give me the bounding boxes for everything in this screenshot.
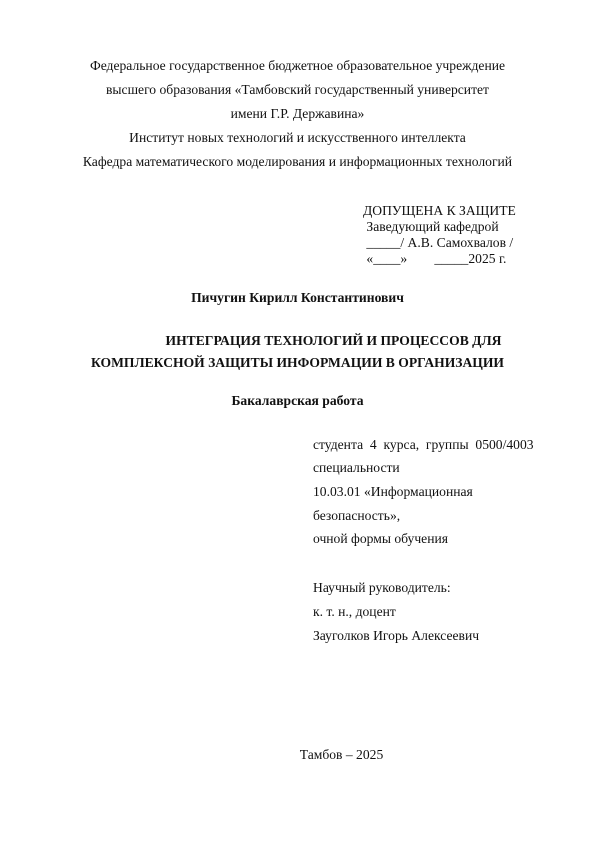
header-line-named: имени Г.Р. Державина»	[230, 106, 365, 121]
author-name: Пичугин Кирилл Константинович	[191, 290, 404, 305]
work-title-line-2: КОМПЛЕКСНОЙ ЗАЩИТЫ ИНФОРМАЦИИ В ОРГАНИЗАЦИИ	[90, 355, 504, 370]
supervisor-label: Научный руководитель:	[313, 580, 451, 595]
student-info-line: безопасность»,	[313, 508, 401, 523]
supervisor-degree: к. т. н., доцент	[313, 604, 396, 619]
work-title-line-1: ИНТЕГРАЦИЯ ТЕХНОЛОГИЙ И ПРОЦЕССОВ ДЛЯ	[165, 333, 502, 348]
header-line-institute: Институт новых технологий и искусственного интеллекта	[129, 130, 466, 145]
header-line-department: Кафедра математического моделирования и информационных технологий	[82, 154, 513, 169]
approval-date: «____» _____2025 г.	[363, 251, 507, 266]
header-line-ministry: Федеральное государственное бюджетное образовательное учреждение	[89, 58, 506, 73]
work-type: Бакалаврская работа	[231, 393, 364, 408]
footer-city-year: Тамбов – 2025	[299, 747, 384, 762]
approval-role: Заведующий кафедрой	[363, 219, 499, 234]
student-info-line: очной формы обучения	[313, 531, 449, 546]
student-info-line: 10.03.01 «Информационная	[313, 484, 473, 499]
approval-signature: _____/ А.В. Самохвалов /	[363, 235, 514, 250]
student-info-line: специальности	[313, 460, 400, 475]
approval-title: ДОПУЩЕНА К ЗАЩИТЕ	[363, 203, 516, 218]
student-info-line: студента 4 курса, группы 0500/4003	[313, 437, 534, 452]
supervisor-name: Зауголков Игорь Алексеевич	[313, 628, 480, 643]
header-line-university: высшего образования «Тамбовский государственный университет	[105, 82, 489, 97]
